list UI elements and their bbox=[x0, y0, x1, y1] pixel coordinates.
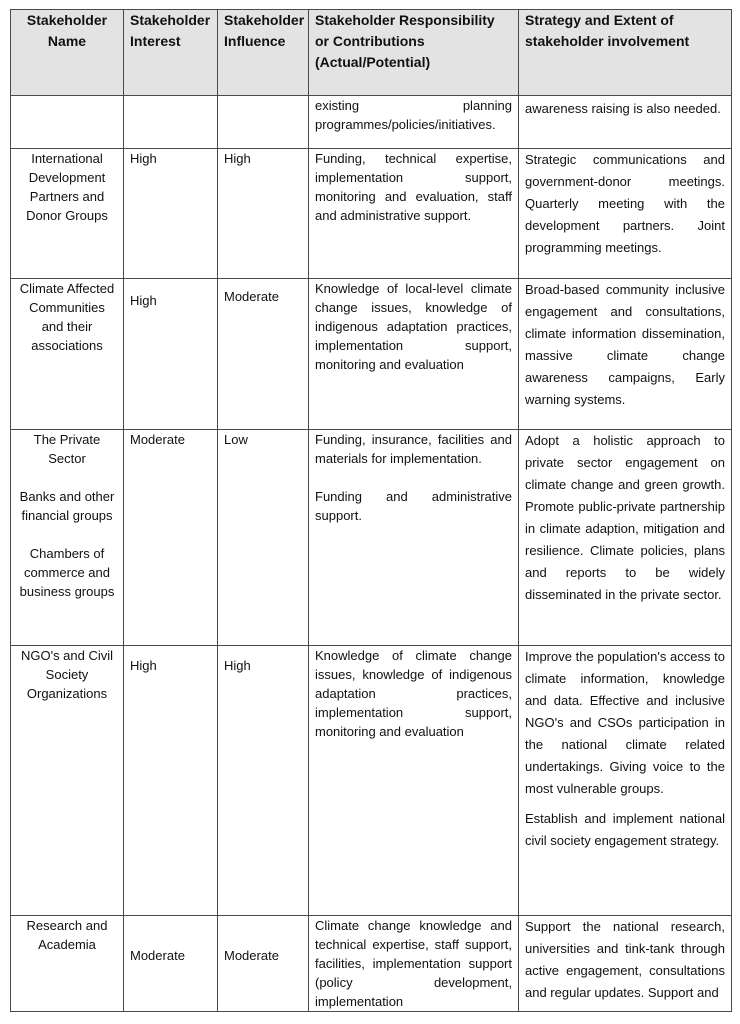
influence-cell: High bbox=[218, 646, 309, 916]
stakeholder-name: Climate Affected Communities and their associations bbox=[19, 281, 115, 353]
header-stakeholder-influence: Stakeholder Influence bbox=[218, 10, 309, 96]
stakeholder-name-cell bbox=[11, 149, 124, 279]
strategy-text: Support the national research, universities and tink-tank through active engagement, consultations and regular updates. Support and bbox=[525, 919, 725, 1000]
influence-cell: Moderate bbox=[218, 279, 309, 430]
responsibility-text: Knowledge of local-level climate change issues, knowledge of indigenous adaptation practices, implementation support, monitoring and evaluation bbox=[315, 281, 512, 372]
strategy-cell bbox=[519, 149, 732, 279]
stakeholder-table bbox=[10, 9, 732, 1012]
interest-cell bbox=[124, 96, 218, 149]
responsibility-cell bbox=[309, 646, 519, 916]
strategy-cell bbox=[519, 916, 732, 1012]
influence-cell: High bbox=[218, 149, 309, 279]
stakeholder-name: Chambers of commerce and business groups bbox=[19, 546, 115, 599]
stakeholder-name-cell bbox=[11, 279, 124, 430]
strategy-text: Establish and implement national civil society engagement strategy. bbox=[525, 811, 725, 848]
strategy-cell bbox=[519, 96, 732, 149]
table-row bbox=[11, 96, 732, 149]
interest-cell: High bbox=[124, 646, 218, 916]
strategy-text: Adopt a holistic approach to private sector engagement on climate change and green growth. Promote public-private partnership in climate adaption, mitigation and resilience. Climate policies, plans and reports to be widely disseminated in the private sector. bbox=[525, 433, 725, 602]
stakeholder-name-cell bbox=[11, 430, 124, 646]
responsibility-cell bbox=[309, 916, 519, 1012]
strategy-cell bbox=[519, 646, 732, 916]
stakeholder-name: Banks and other financial groups bbox=[19, 489, 115, 523]
stakeholder-name-cell bbox=[11, 646, 124, 916]
interest-cell: High bbox=[124, 149, 218, 279]
responsibility-cell bbox=[309, 149, 519, 279]
stakeholder-name: Research and Academia bbox=[26, 918, 108, 952]
responsibility-text: Climate change knowledge and technical expertise, staff support, facilities, implementation support (policy development, implementation bbox=[315, 918, 512, 1009]
header-strategy: Strategy and Extent of stakeholder involvement bbox=[519, 10, 732, 96]
responsibility-text: Funding, technical expertise, implementation support, monitoring and evaluation, staff and administrative support. bbox=[315, 151, 512, 223]
table-row bbox=[11, 646, 732, 916]
strategy-text: Broad-based community inclusive engagement and consultations, climate information dissemination, massive climate change awareness campaigns, Early warning systems. bbox=[525, 282, 725, 407]
strategy-text: Strategic communications and government-donor meetings. Quarterly meeting with the development partners. Joint programming meetings. bbox=[525, 152, 725, 255]
responsibility-text: Knowledge of climate change issues, knowledge of indigenous adaptation practices, implementation support, monitoring and evaluation bbox=[315, 648, 512, 739]
stakeholder-name: International Development Partners and Donor Groups bbox=[26, 151, 108, 223]
influence-cell: Low bbox=[218, 430, 309, 646]
influence-cell: Moderate bbox=[218, 916, 309, 1012]
table-row bbox=[11, 916, 732, 1012]
table-row bbox=[11, 149, 732, 279]
header-responsibility: Stakeholder Responsibility or Contributions (Actual/Potential) bbox=[309, 10, 519, 96]
header-stakeholder-interest: Stakeholder Interest bbox=[124, 10, 218, 96]
header-stakeholder-name: Stakeholder Name bbox=[11, 10, 124, 96]
interest-cell: Moderate bbox=[124, 916, 218, 1012]
responsibility-cell bbox=[309, 430, 519, 646]
stakeholder-name-cell bbox=[11, 96, 124, 149]
stakeholder-name-cell bbox=[11, 916, 124, 1012]
strategy-text: awareness raising is also needed. bbox=[525, 101, 721, 116]
table-row bbox=[11, 279, 732, 430]
responsibility-text: existing planning programmes/policies/initiatives. bbox=[315, 98, 512, 132]
responsibility-text: Funding and administrative support. bbox=[315, 489, 512, 523]
responsibility-cell bbox=[309, 96, 519, 149]
strategy-cell bbox=[519, 279, 732, 430]
interest-cell: Moderate bbox=[124, 430, 218, 646]
strategy-cell bbox=[519, 430, 732, 646]
interest-cell: High bbox=[124, 279, 218, 430]
responsibility-text: Funding, insurance, facilities and materials for implementation. bbox=[315, 432, 512, 466]
stakeholder-name: NGO's and Civil Society Organizations bbox=[20, 648, 114, 701]
table-row bbox=[11, 430, 732, 646]
header-row bbox=[11, 10, 732, 96]
stakeholder-name: The Private Sector bbox=[33, 432, 101, 466]
influence-cell bbox=[218, 96, 309, 149]
responsibility-cell bbox=[309, 279, 519, 430]
strategy-text: Improve the population's access to climate information, knowledge and data. Effective and inclusive NGO's and CSOs participation in the national climate related undertakings. Giving voice to the most vulnerable groups. bbox=[525, 649, 725, 796]
